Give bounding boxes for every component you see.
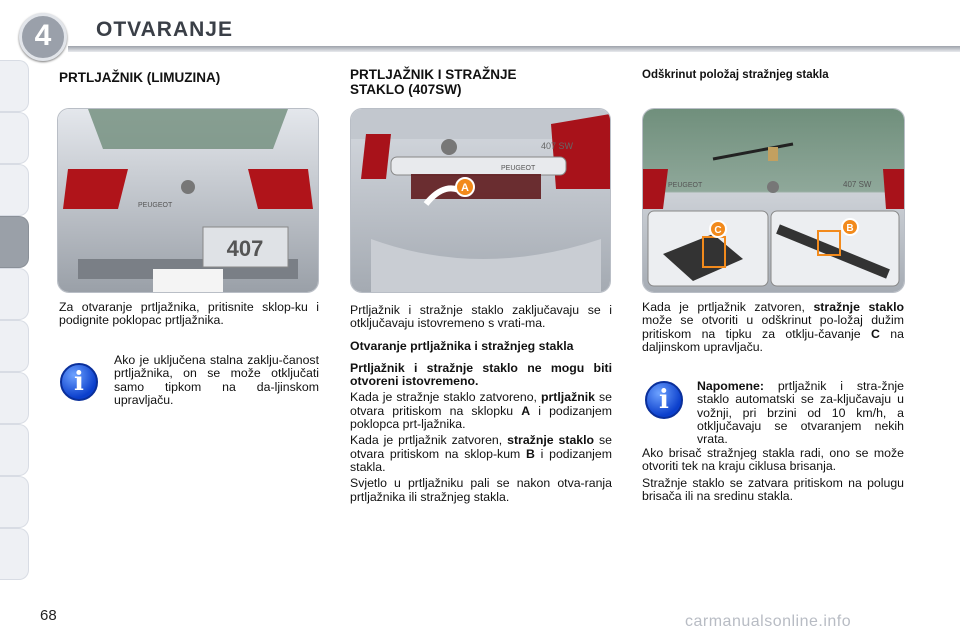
chapter-tab[interactable]	[0, 268, 29, 320]
chapter-tab[interactable]	[0, 476, 29, 528]
chapter-number: 4	[34, 19, 52, 52]
chapter-tab[interactable]	[0, 372, 29, 424]
info-icon: i	[60, 363, 98, 401]
chapter-tab[interactable]	[0, 112, 29, 164]
info-icon: i	[645, 381, 683, 419]
ajar-extra-text: Ako brisač stražnjeg stakla radi, ono se može otvoriti tek na kraju ciklusa brisanja. Stražnje staklo se zatvara pritiskom na polugu brisača ili na sredinu stakla.	[642, 446, 904, 503]
ajar-instruction: Kada je prtljažnik zatvoren, stražnje staklo može se otvoriti u odškrinut po-ložaj dužim pritiskom na tipku za otklju-čavanje C na daljinskom upravljaču.	[642, 300, 904, 354]
photo-sedan-trunk	[57, 108, 319, 293]
model-badge: 407	[226, 236, 264, 261]
section-heading-ajar: Odškrinut položaj stražnjeg stakla	[642, 69, 829, 81]
label-c: C	[714, 225, 722, 236]
auto-lock-note: Napomene: prtljažnik i stra-žnje staklo automatski se za-ključavaju u vožnji, pri brzini od 10 km/h, a otključavaju se otvaranjem nekih vrata.	[697, 379, 904, 447]
brand-lettering: PEUGEOT	[501, 165, 536, 172]
sw-tailgate-illustration	[351, 109, 610, 292]
chapter-title: OTVARANJE	[96, 18, 233, 41]
brand-lettering: PEUGEOT	[138, 202, 173, 209]
chapter-tab[interactable]	[0, 320, 29, 372]
photo-sw-rear-glass	[642, 108, 905, 293]
header-rule	[68, 46, 960, 52]
chapter-tab-rail	[0, 60, 34, 580]
brand-lettering: PEUGEOT	[668, 182, 703, 189]
sedan-instruction: Za otvaranje prtljažnika, pritisnite sklop-ku i podignite poklopac prtljažnika.	[59, 300, 319, 328]
chapter-tab[interactable]	[0, 424, 29, 476]
sedan-info-note: Ako je uključena stalna zaklju-čanost prtljažnika, on se može otključati samo tipkom na da-ljinskom upravljaču.	[114, 353, 319, 407]
rear-glass-illustration	[643, 109, 904, 292]
chapter-tab[interactable]	[0, 164, 29, 216]
label-b: B	[846, 223, 854, 234]
sw-body-text: Prtljažnik i stražnje staklo zaključavaju se i otključavaju istovremeno s vrati-ma. Otvaranje prtljažnika i stražnjeg stakla Prtljažnik i stražnje staklo ne mogu biti otvoreni istovremeno. Kada je stražnje staklo zatvoreno, prtljažnik se otvara pritiskom na sklopku A i podizanjem poklopca prt-ljažnika. Kada je prtljažnik zatvoren, stražnje staklo se otvara pritiskom na sklop-kum B i podizanjem stakla. Svjetlo u prtljažniku pali se nakon otva-ranja prtljažnika ili stražnjeg stakla.	[350, 303, 612, 504]
photo-sw-trunk-switch	[350, 108, 611, 293]
chapter-tab[interactable]	[0, 60, 29, 112]
section-heading-sedan: PRTLJAŽNIK (LIMUZINA)	[59, 70, 221, 85]
sedan-rear-illustration	[58, 109, 318, 292]
model-badge: 407 SW	[541, 141, 574, 151]
chapter-tab-active[interactable]	[0, 216, 29, 268]
watermark: carmanualsonline.info	[685, 613, 852, 630]
label-a: A	[461, 182, 469, 194]
chapter-tab[interactable]	[0, 528, 29, 580]
model-badge: 407 SW	[843, 180, 872, 189]
page-number: 68	[40, 607, 57, 624]
section-heading-sw: PRTLJAŽNIK I STRAŽNJE STAKLO (407SW)	[350, 67, 517, 97]
